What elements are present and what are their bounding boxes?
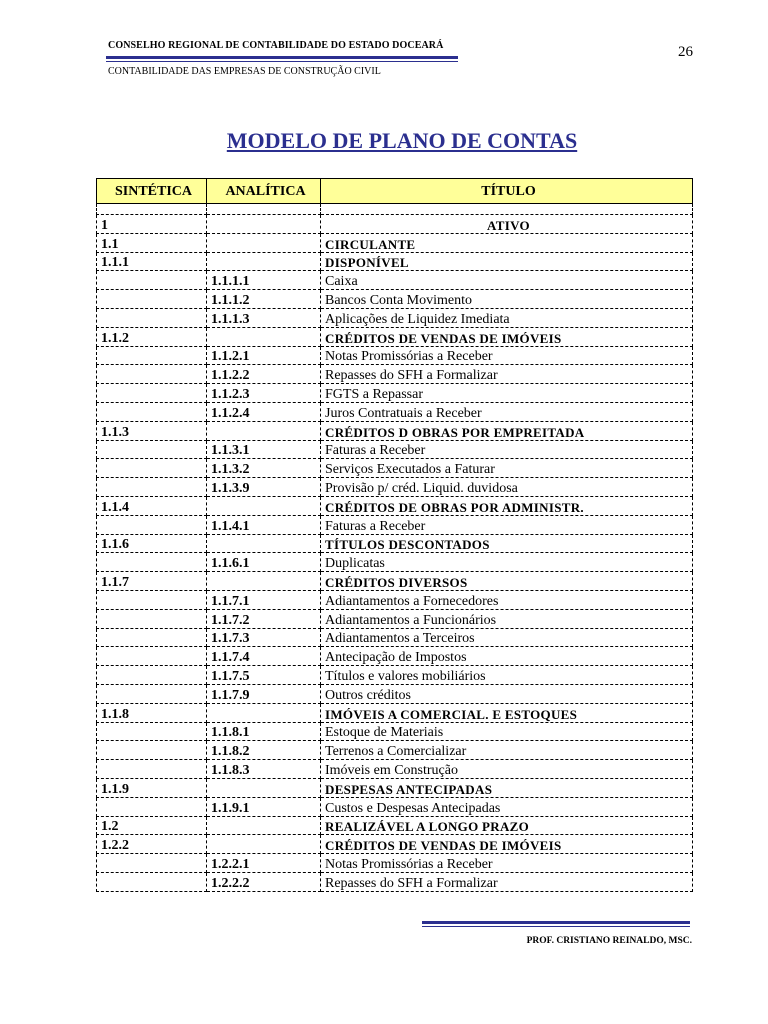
cell-analitica: 1.1.7.1 <box>207 590 321 609</box>
cell-sintetica: 1.1.2 <box>97 327 207 346</box>
cell-titulo: Caixa <box>321 271 693 290</box>
cell-analitica: 1.1.6.1 <box>207 553 321 572</box>
cell-sintetica <box>97 609 207 628</box>
table-row <box>97 515 693 534</box>
cell-titulo: Terrenos a Comercializar <box>321 741 693 760</box>
table-row <box>97 741 693 760</box>
cell-analitica: 1.2.2.2 <box>207 872 321 891</box>
table-row <box>97 816 693 835</box>
cell-sintetica: 1.1.3 <box>97 421 207 440</box>
table-row <box>97 478 693 497</box>
header-rule <box>106 56 458 59</box>
cell-titulo: CRÉDITOS DE OBRAS POR ADMINISTR. <box>321 496 693 515</box>
cell-sintetica: 1.1.1 <box>97 252 207 271</box>
table-header-row <box>97 179 693 204</box>
cell-titulo: DISPONÍVEL <box>321 252 693 271</box>
cell-analitica <box>207 204 321 215</box>
cell-titulo: Faturas a Receber <box>321 440 693 459</box>
cell-sintetica <box>97 402 207 421</box>
cell-analitica <box>207 496 321 515</box>
table-row <box>97 459 693 478</box>
cell-sintetica: 1.1.7 <box>97 572 207 591</box>
table-row <box>97 778 693 797</box>
cell-analitica: 1.1.8.2 <box>207 741 321 760</box>
cell-analitica: 1.1.7.2 <box>207 609 321 628</box>
cell-titulo: Repasses do SFH a Formalizar <box>321 872 693 891</box>
footer-author: PROF. CRISTIANO REINALDO, MSC. <box>526 936 692 946</box>
cell-analitica <box>207 215 321 234</box>
cell-titulo: CRÉDITOS DE VENDAS DE IMÓVEIS <box>321 327 693 346</box>
cell-titulo: Estoque de Materiais <box>321 722 693 741</box>
cell-sintetica <box>97 346 207 365</box>
footer-rule <box>422 921 690 924</box>
cell-analitica: 1.1.2.4 <box>207 402 321 421</box>
cell-titulo <box>321 204 693 215</box>
cell-analitica: 1.1.4.1 <box>207 515 321 534</box>
table-row <box>97 290 693 309</box>
cell-analitica <box>207 703 321 722</box>
header-subtitle: CONTABILIDADE DAS EMPRESAS DE CONSTRUÇÃO CIVIL <box>108 66 381 77</box>
cell-titulo: CRÉDITOS D OBRAS POR EMPREITADA <box>321 421 693 440</box>
cell-sintetica <box>97 854 207 873</box>
cell-sintetica: 1.2 <box>97 816 207 835</box>
table-row <box>97 252 693 271</box>
cell-analitica <box>207 835 321 854</box>
table-row <box>97 204 693 215</box>
cell-titulo: CIRCULANTE <box>321 233 693 252</box>
cell-analitica <box>207 252 321 271</box>
cell-titulo: Adiantamentos a Fornecedores <box>321 590 693 609</box>
cell-sintetica: 1.1.9 <box>97 778 207 797</box>
cell-sintetica: 1 <box>97 215 207 234</box>
cell-titulo: Duplicatas <box>321 553 693 572</box>
table-row <box>97 797 693 816</box>
cell-titulo: Provisão p/ créd. Liquid. duvidosa <box>321 478 693 497</box>
cell-sintetica: 1.1.8 <box>97 703 207 722</box>
table-row <box>97 553 693 572</box>
cell-sintetica: 1.1.6 <box>97 534 207 553</box>
cell-titulo: Notas Promissórias a Receber <box>321 346 693 365</box>
cell-titulo: Faturas a Receber <box>321 515 693 534</box>
cell-titulo: ATIVO <box>321 215 693 234</box>
table-body <box>97 204 693 892</box>
chart-of-accounts-table <box>96 178 693 892</box>
table-row <box>97 271 693 290</box>
page-number: 26 <box>678 44 693 60</box>
cell-analitica <box>207 327 321 346</box>
cell-analitica: 1.1.2.1 <box>207 346 321 365</box>
cell-sintetica <box>97 797 207 816</box>
cell-sintetica <box>97 440 207 459</box>
footer-rule-thin <box>422 926 690 927</box>
header-title: CONSELHO REGIONAL DE CONTABILIDADE DO ESTADO DOCEARÁ <box>108 40 444 51</box>
cell-sintetica <box>97 760 207 779</box>
cell-sintetica <box>97 684 207 703</box>
table-row <box>97 609 693 628</box>
table-row <box>97 647 693 666</box>
cell-analitica <box>207 816 321 835</box>
cell-sintetica <box>97 647 207 666</box>
table-row <box>97 534 693 553</box>
cell-analitica: 1.2.2.1 <box>207 854 321 873</box>
table-row <box>97 703 693 722</box>
cell-titulo: Notas Promissórias a Receber <box>321 854 693 873</box>
cell-sintetica <box>97 722 207 741</box>
cell-sintetica <box>97 515 207 534</box>
cell-titulo: Adiantamentos a Terceiros <box>321 628 693 647</box>
column-header-analitica: ANALÍTICA <box>207 179 321 204</box>
table-row <box>97 572 693 591</box>
cell-analitica: 1.1.9.1 <box>207 797 321 816</box>
cell-sintetica: 1.1.4 <box>97 496 207 515</box>
column-header-titulo: TÍTULO <box>321 179 693 204</box>
cell-analitica: 1.1.3.9 <box>207 478 321 497</box>
cell-sintetica <box>97 666 207 685</box>
cell-analitica: 1.1.2.3 <box>207 384 321 403</box>
table-row <box>97 327 693 346</box>
cell-titulo: IMÓVEIS A COMERCIAL. E ESTOQUES <box>321 703 693 722</box>
cell-titulo: Aplicações de Liquidez Imediata <box>321 308 693 327</box>
cell-sintetica <box>97 872 207 891</box>
cell-titulo: Juros Contratuais a Receber <box>321 402 693 421</box>
cell-sintetica <box>97 459 207 478</box>
cell-analitica: 1.1.3.2 <box>207 459 321 478</box>
cell-analitica: 1.1.1.2 <box>207 290 321 309</box>
cell-sintetica <box>97 590 207 609</box>
table-row <box>97 590 693 609</box>
cell-titulo: Títulos e valores mobiliários <box>321 666 693 685</box>
cell-sintetica: 1.2.2 <box>97 835 207 854</box>
cell-sintetica <box>97 384 207 403</box>
table-row <box>97 346 693 365</box>
cell-analitica <box>207 534 321 553</box>
page-title: MODELO DE PLANO DE CONTAS <box>226 128 578 153</box>
table-row <box>97 308 693 327</box>
table-row <box>97 233 693 252</box>
table-row <box>97 684 693 703</box>
cell-analitica <box>207 572 321 591</box>
cell-sintetica: 1.1 <box>97 233 207 252</box>
cell-sintetica <box>97 741 207 760</box>
table-row <box>97 215 693 234</box>
table-row <box>97 854 693 873</box>
table-row <box>97 365 693 384</box>
cell-titulo: DESPESAS ANTECIPADAS <box>321 778 693 797</box>
cell-titulo: FGTS a Repassar <box>321 384 693 403</box>
cell-analitica: 1.1.1.3 <box>207 308 321 327</box>
cell-sintetica <box>97 628 207 647</box>
cell-titulo: CRÉDITOS DIVERSOS <box>321 572 693 591</box>
cell-titulo: CRÉDITOS DE VENDAS DE IMÓVEIS <box>321 835 693 854</box>
cell-titulo: Bancos Conta Movimento <box>321 290 693 309</box>
table-row <box>97 722 693 741</box>
cell-titulo: REALIZÁVEL A LONGO PRAZO <box>321 816 693 835</box>
cell-analitica <box>207 421 321 440</box>
cell-titulo: Serviços Executados a Faturar <box>321 459 693 478</box>
cell-sintetica <box>97 204 207 215</box>
cell-analitica: 1.1.8.1 <box>207 722 321 741</box>
table-row <box>97 760 693 779</box>
cell-titulo: TÍTULOS DESCONTADOS <box>321 534 693 553</box>
table-row <box>97 421 693 440</box>
table-row <box>97 402 693 421</box>
cell-titulo: Antecipação de Impostos <box>321 647 693 666</box>
cell-sintetica <box>97 271 207 290</box>
cell-sintetica <box>97 478 207 497</box>
cell-analitica <box>207 778 321 797</box>
cell-analitica: 1.1.1.1 <box>207 271 321 290</box>
table-row <box>97 384 693 403</box>
cell-analitica: 1.1.7.3 <box>207 628 321 647</box>
header-rule-thin <box>106 61 458 62</box>
cell-analitica: 1.1.3.1 <box>207 440 321 459</box>
table-row <box>97 440 693 459</box>
cell-analitica: 1.1.7.5 <box>207 666 321 685</box>
cell-sintetica <box>97 308 207 327</box>
cell-analitica <box>207 233 321 252</box>
table-row <box>97 628 693 647</box>
cell-titulo: Imóveis em Construção <box>321 760 693 779</box>
cell-analitica: 1.1.7.4 <box>207 647 321 666</box>
cell-analitica: 1.1.8.3 <box>207 760 321 779</box>
cell-analitica: 1.1.2.2 <box>207 365 321 384</box>
cell-sintetica <box>97 290 207 309</box>
cell-titulo: Repasses do SFH a Formalizar <box>321 365 693 384</box>
table-row <box>97 496 693 515</box>
cell-analitica: 1.1.7.9 <box>207 684 321 703</box>
cell-titulo: Outros créditos <box>321 684 693 703</box>
cell-titulo: Adiantamentos a Funcionários <box>321 609 693 628</box>
table-row <box>97 835 693 854</box>
table-row <box>97 666 693 685</box>
table-row <box>97 872 693 891</box>
cell-titulo: Custos e Despesas Antecipadas <box>321 797 693 816</box>
cell-sintetica <box>97 365 207 384</box>
column-header-sintetica: SINTÉTICA <box>97 179 207 204</box>
cell-sintetica <box>97 553 207 572</box>
